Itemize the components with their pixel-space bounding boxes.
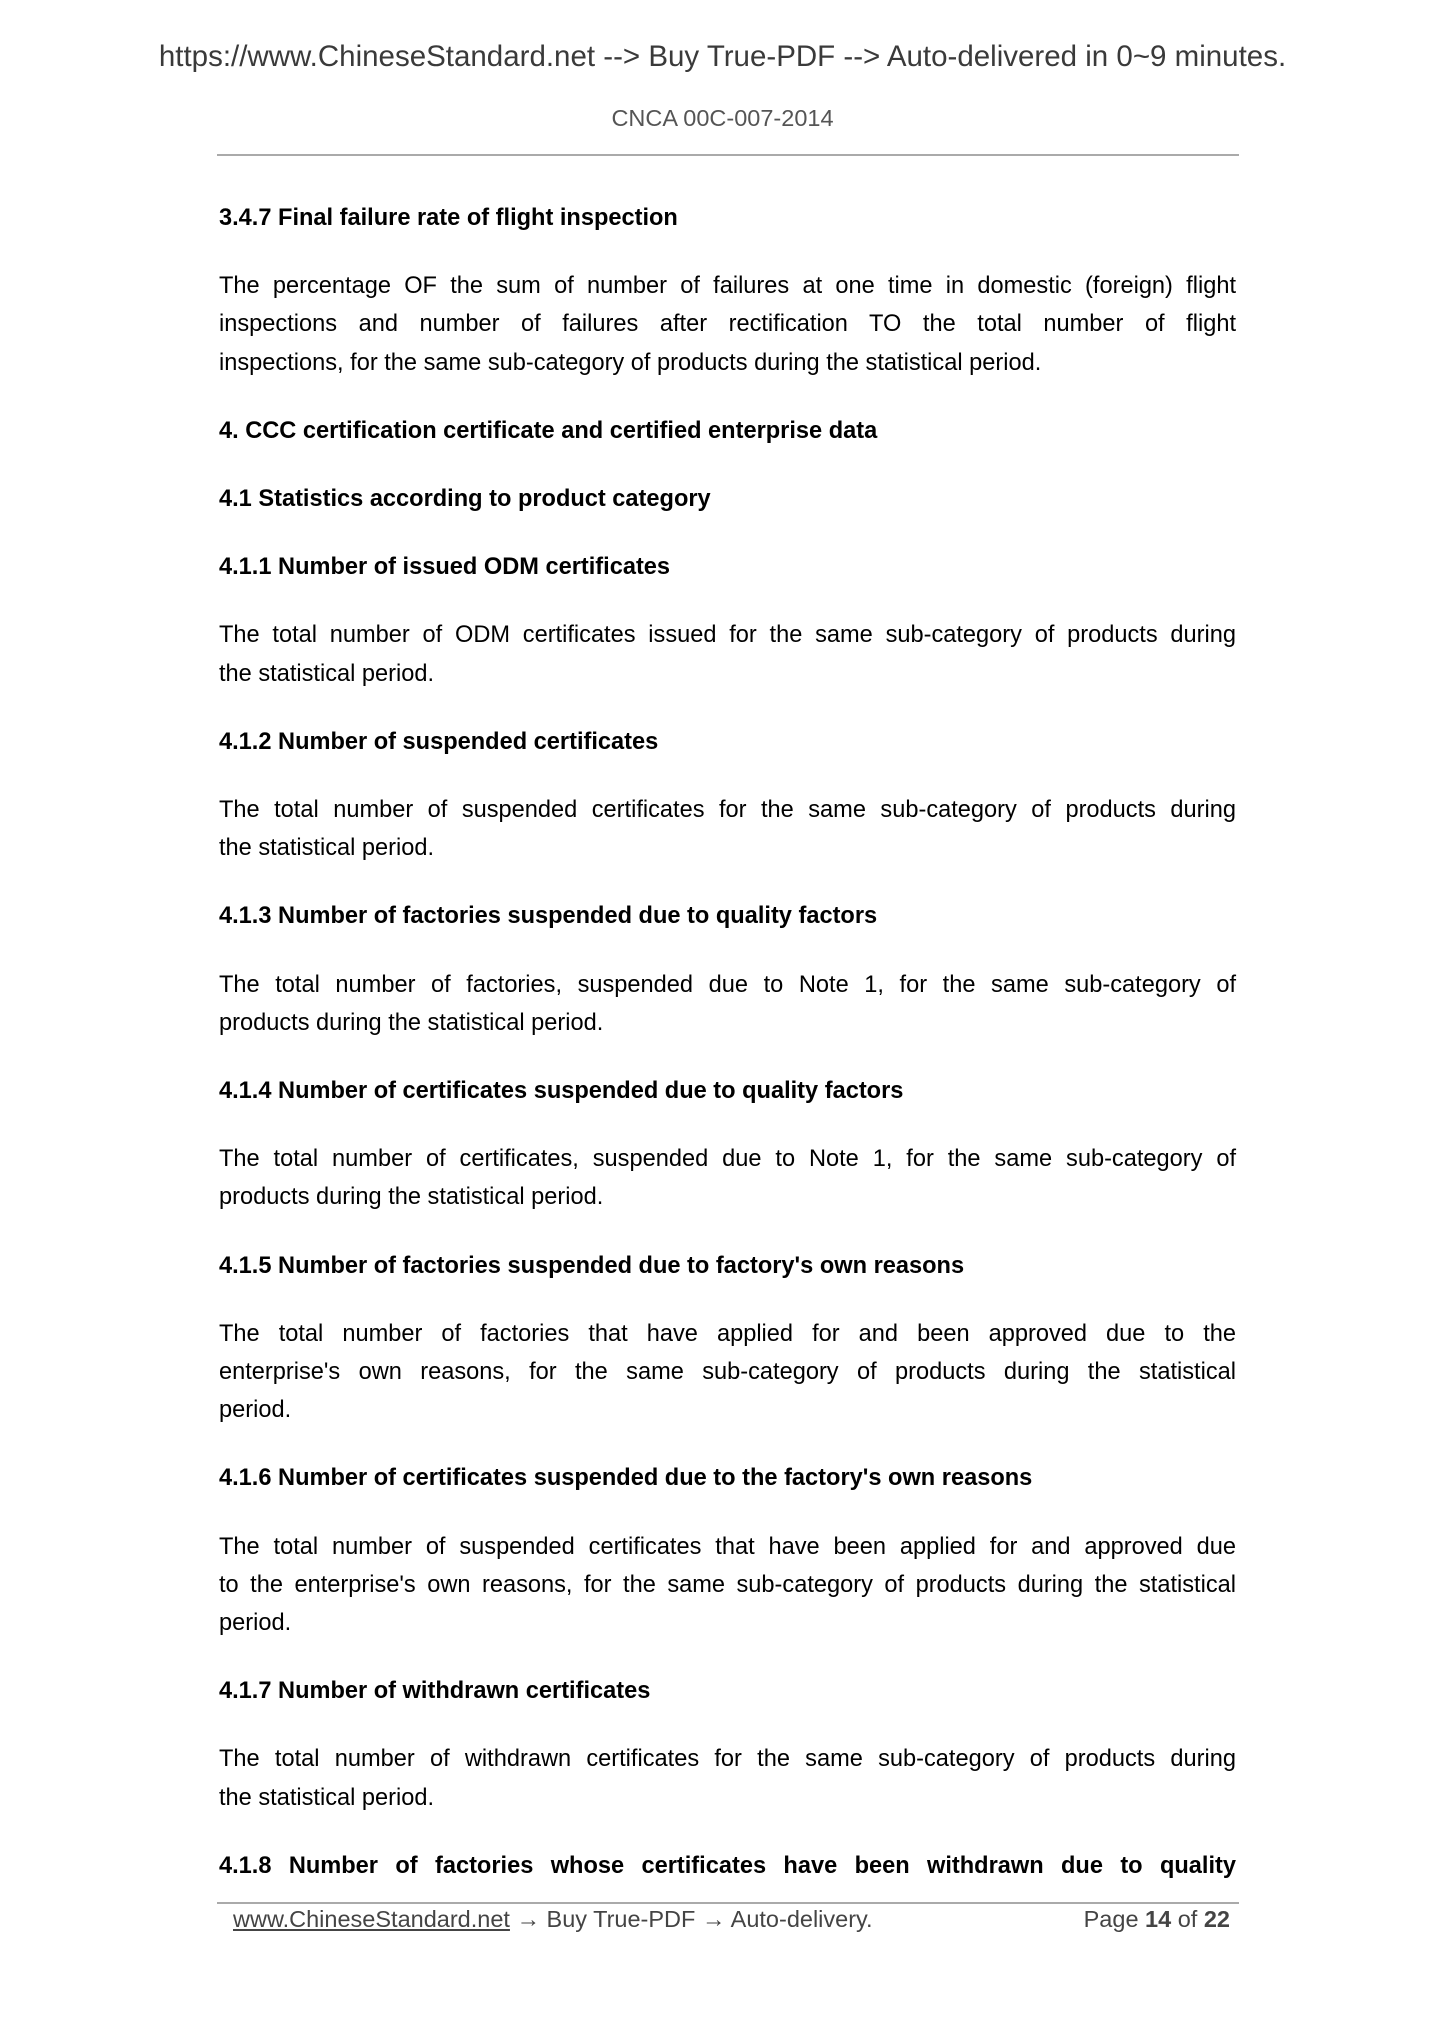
site-link[interactable]: www.ChineseStandard.net	[233, 1906, 510, 1932]
paragraph-line: The total number of factories that have applied for and been approved due to the	[219, 1320, 1236, 1347]
paragraph-line: products during the statistical period.	[219, 1009, 604, 1036]
footer-divider	[217, 1902, 1239, 1904]
document-body	[219, 199, 1236, 1915]
paragraph	[219, 1315, 1236, 1430]
paragraph	[219, 1528, 1236, 1643]
paragraph-line: period.	[219, 1397, 292, 1424]
paragraph-line: The percentage OF the sum of number of failures at one time in domestic (foreign) flight	[219, 273, 1236, 300]
paragraph	[219, 966, 1236, 1042]
paragraph-line: period.	[219, 1610, 292, 1637]
arrow-icon: →	[701, 1906, 726, 1932]
paragraph	[219, 616, 1236, 692]
paragraph	[219, 1740, 1236, 1816]
buy-text: Buy True-PDF	[539, 1906, 702, 1932]
delivery-text: Auto-delivery.	[725, 1906, 873, 1932]
paragraph-line: products during the statistical period.	[219, 1184, 604, 1211]
section-heading: 4.1.4 Number of certificates suspended due to quality factors	[219, 1078, 904, 1105]
header-divider	[217, 154, 1239, 156]
arrow-icon: →	[516, 1906, 540, 1932]
page-indicator	[1084, 1906, 1230, 1933]
page-label: Page	[1083, 1906, 1139, 1932]
paragraph-line: The total number of ODM certificates issued for the same sub-category of products during	[219, 622, 1236, 649]
site-banner: https://www.ChineseStandard.net --> Buy True-PDF --> Auto-delivered in 0~9 minutes.	[158, 40, 1287, 73]
section-heading: 3.4.7 Final failure rate of flight inspection	[219, 205, 678, 231]
section-heading: 4.1.3 Number of factories suspended due to quality factors	[219, 903, 878, 930]
paragraph-line: inspections, for the same sub-category of products during the statistical period.	[219, 349, 1042, 376]
paragraph-line: The total number of suspended certificates that have been applied for and approved due	[219, 1533, 1236, 1560]
page-number: 14	[1145, 1906, 1172, 1932]
paragraph-line: The total number of certificates, suspended due to Note 1, for the same sub-category of	[219, 1146, 1236, 1173]
page-total: 22	[1203, 1906, 1230, 1932]
page-footer	[233, 1906, 1230, 1933]
section-heading: 4.1.8 Number of factories whose certificates have been withdrawn due to quality	[219, 1852, 1236, 1879]
of-label: of	[1177, 1906, 1198, 1932]
section-heading: 4.1.2 Number of suspended certificates	[219, 728, 659, 755]
section-heading: 4.1.6 Number of certificates suspended due to the factory's own reasons	[219, 1465, 1033, 1492]
section-heading: 4. CCC certification certificate and certified enterprise data	[219, 417, 878, 444]
paragraph-line: The total number of suspended certificates for the same sub-category of products during	[219, 797, 1236, 824]
paragraph	[219, 1140, 1236, 1216]
paragraph-line: the statistical period.	[219, 1784, 435, 1811]
section-heading: 4.1 Statistics according to product category	[219, 486, 711, 513]
paragraph-line: the statistical period.	[219, 660, 435, 687]
section-heading: 4.1.7 Number of withdrawn certificates	[219, 1678, 651, 1705]
paragraph-line: to the enterprise's own reasons, for the same sub-category of products during the statistical	[219, 1571, 1236, 1598]
paragraph-line: The total number of withdrawn certificates for the same sub-category of products during	[219, 1746, 1236, 1773]
section-heading: 4.1.5 Number of factories suspended due to factory's own reasons	[219, 1252, 965, 1279]
paragraph-line: The total number of factories, suspended due to Note 1, for the same sub-category of	[219, 971, 1236, 998]
paragraph	[219, 267, 1236, 382]
document-code: CNCA 00C-007-2014	[611, 105, 834, 131]
paragraph	[219, 791, 1236, 867]
paragraph-line: inspections and number of failures after rectification TO the total number of flight	[219, 311, 1236, 338]
paragraph-line: enterprise's own reasons, for the same sub-category of products during the statistical	[219, 1359, 1236, 1386]
section-heading: 4.1.1 Number of issued ODM certificates	[219, 554, 671, 581]
paragraph-line: the statistical period.	[219, 835, 435, 862]
